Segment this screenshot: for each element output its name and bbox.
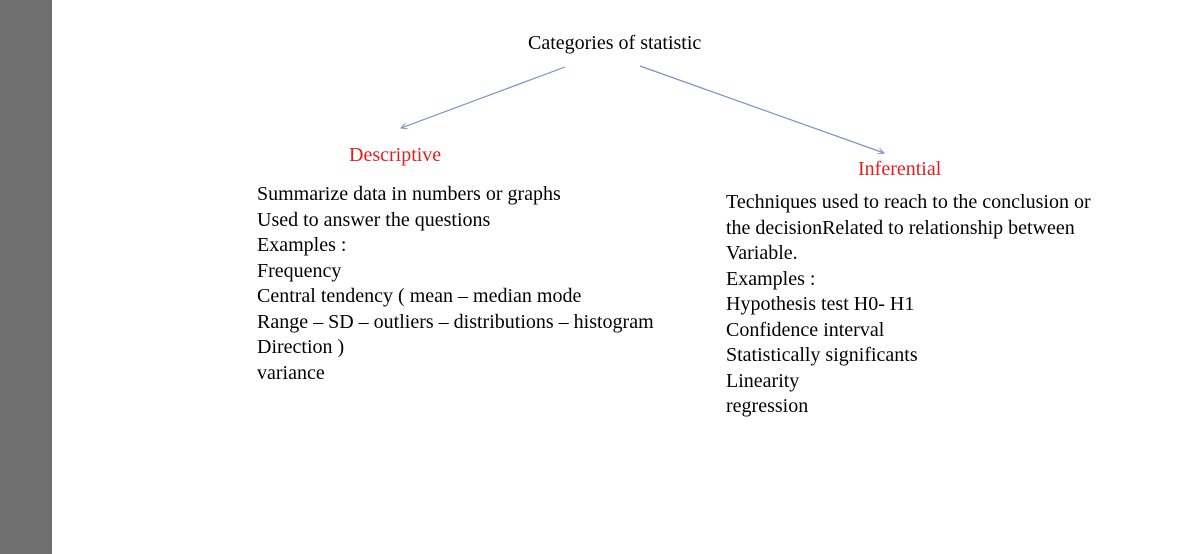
descriptive-heading: Descriptive: [349, 144, 442, 166]
inferential-line: regression: [726, 395, 809, 417]
inferential-line: Variable.: [726, 242, 798, 264]
inferential-line: Hypothesis test H0- H1: [726, 293, 915, 315]
inferential-heading: Inferential: [858, 158, 942, 180]
inferential-line: Statistically significants: [726, 344, 918, 366]
diagram-title: Categories of statistic: [528, 32, 702, 54]
descriptive-line: Used to answer the questions: [257, 208, 491, 231]
descriptive-line: Examples :: [257, 234, 347, 256]
inferential-line: Linearity: [726, 369, 800, 392]
descriptive-line: variance: [257, 361, 325, 384]
descriptive-line: Frequency: [257, 259, 342, 282]
inferential-line: Confidence interval: [726, 318, 885, 341]
inferential-line: the decisionRelated to relationship between: [726, 216, 1075, 239]
descriptive-line: Direction ): [257, 336, 345, 358]
descriptive-line: Central tendency ( mean – median mode: [257, 285, 582, 307]
descriptive-text-block: [257, 182, 654, 386]
inferential-line: Examples :: [726, 267, 816, 290]
inferential-text-block: [726, 190, 1091, 420]
inferential-line: Techniques used to reach to the conclusion or: [726, 191, 1091, 213]
descriptive-line: Summarize data in numbers or graphs: [257, 183, 561, 205]
descriptive-line: Range – SD – outliers – distributions – histogram: [257, 310, 654, 333]
